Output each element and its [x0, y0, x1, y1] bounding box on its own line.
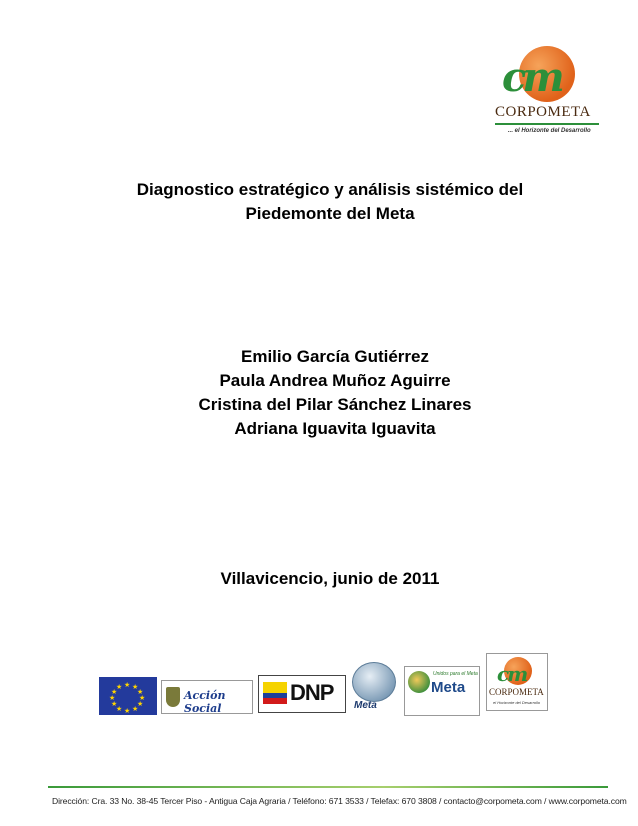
footer-contact: Dirección: Cra. 33 No. 38-45 Tercer Piso - Antigua Caja Agraria / Teléfono: 671 3533 / Telefax: 670 3808 / contacto@corpometa.com / www.corpometa.com [52, 796, 627, 806]
accion-social-text: Acción Social [184, 689, 226, 715]
accion-social-logo [161, 680, 253, 714]
author-1: Emilio García Gutiérrez [240, 347, 429, 366]
author-2: Paula Andrea Muñoz Aguirre [219, 371, 451, 390]
meta-globe-logo [350, 662, 398, 712]
document-title [60, 178, 600, 226]
author-list [100, 345, 570, 441]
meta-gov-text: Meta [431, 679, 466, 696]
corpometa-small-name: CORPOMETA [489, 687, 544, 697]
corpometa-small-logo [486, 653, 548, 711]
corpometa-logo [492, 46, 602, 142]
corpometa-small-tagline: el Horizonte del Desarrollo [493, 700, 541, 705]
gobernacion-meta-logo [404, 666, 480, 716]
dnp-text: DNP [290, 680, 334, 705]
globe-icon [352, 662, 396, 702]
meta-gov-label: Unidos para el Meta [433, 671, 478, 677]
title-line-2: Piedemonte del Meta [245, 204, 415, 223]
place-date: Villavicencio, junio de 2011 [220, 569, 440, 588]
logo-tagline: ... el Horizonte del Desarrollo [508, 128, 591, 134]
title-line-1: Diagnostico estratégico y análisis sistémico del [136, 180, 524, 199]
footer-divider [48, 786, 608, 788]
author-4: Adriana Iguavita Iguavita [234, 419, 436, 438]
logo-mark: cm [502, 54, 561, 101]
meta-emblem-icon [408, 671, 430, 693]
corpometa-small-mark: cm [497, 662, 527, 686]
logo-underline [495, 123, 599, 125]
meta-globe-text: Meta [354, 700, 377, 711]
author-3: Cristina del Pilar Sánchez Linares [198, 395, 472, 414]
logo-name: CORPOMETA [495, 104, 591, 120]
colombia-flag-icon [263, 682, 287, 704]
colombia-shield-icon [166, 687, 180, 707]
european-union-flag-logo: ★ ★ ★ ★ ★ ★ ★ ★ ★ ★ ★ ★ [99, 677, 157, 715]
dnp-logo [258, 675, 346, 713]
